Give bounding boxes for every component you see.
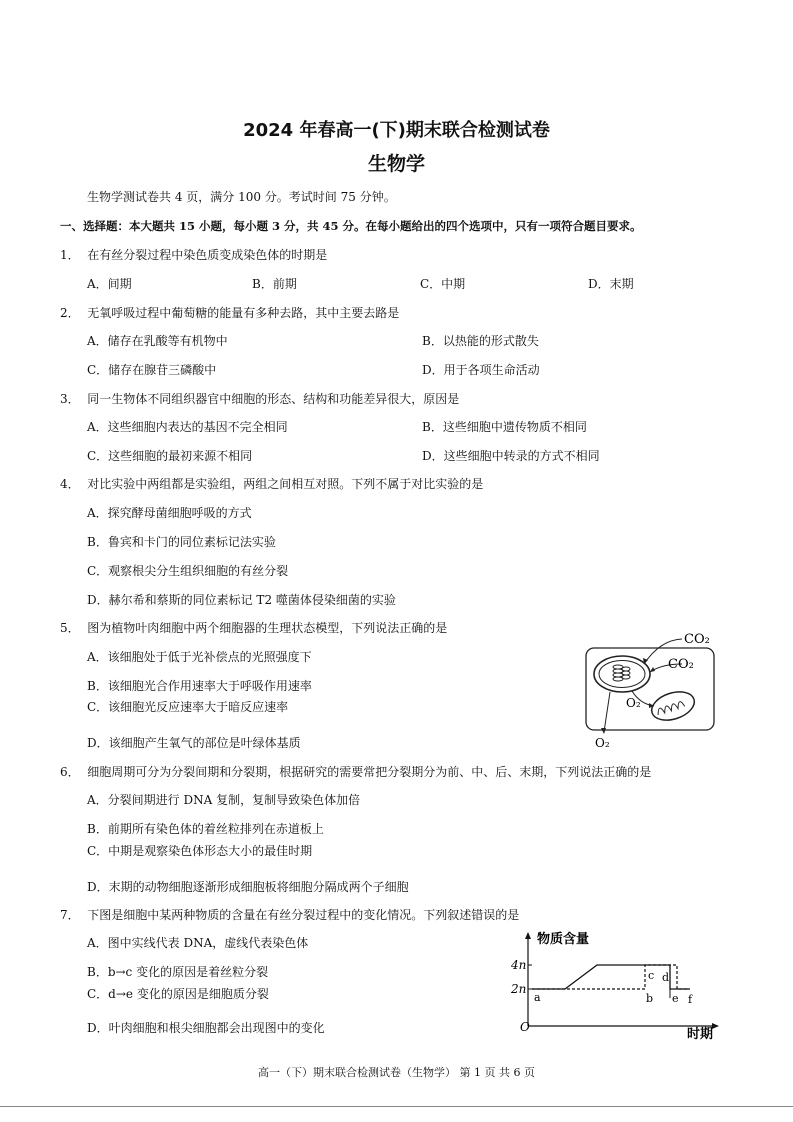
y-axis-arrow — [525, 932, 531, 939]
q4-option-d: D．赫尔希和蔡斯的同位素标记 T2 噬菌体侵染细菌的实验 — [87, 593, 396, 607]
point-c: c — [648, 969, 655, 982]
page-footer: 高一（下）期末联合检测试卷（生物学） 第 1 页 共 6 页 — [258, 1066, 535, 1079]
point-d: d — [662, 971, 670, 984]
q5-option-b: B．该细胞光合作用速率大于呼吸作用速率 — [87, 679, 312, 693]
q2-option-b: B．以热能的形式散失 — [422, 334, 539, 348]
arrow-head — [650, 667, 655, 672]
point-a: a — [534, 991, 541, 1004]
point-b: b — [646, 992, 654, 1005]
q1-option-d: D．末期 — [588, 277, 634, 291]
o2-in-label: O₂ — [626, 696, 641, 710]
question-3 — [60, 392, 459, 406]
question-number: 2． — [60, 306, 80, 320]
question-5 — [60, 621, 447, 635]
question-stem: 下图是细胞中某两种物质的含量在有丝分裂过程中的变化情况。下列叙述错误的是 — [87, 908, 520, 922]
q3-option-a: A．这些细胞内表达的基因不完全相同 — [87, 420, 288, 434]
y-axis-label: 物质含量 — [537, 932, 590, 947]
q5-option-d: D．该细胞产生氧气的部位是叶绿体基质 — [87, 736, 301, 750]
q3-option-c: C．这些细胞的最初来源不相同 — [87, 449, 253, 463]
question-6 — [60, 765, 651, 779]
q4-option-b: B．鲁宾和卡门的同位素标记法实验 — [87, 535, 276, 549]
question-number: 1． — [60, 248, 80, 262]
question-stem: 对比实验中两组都是实验组，两组之间相互对照。下列不属于对比实验的是 — [87, 477, 484, 491]
mitochondrion-icon — [648, 687, 698, 725]
q3-option-d: D．这些细胞中转录的方式不相同 — [422, 449, 600, 463]
q7-option-d: D．叶肉细胞和根尖细胞都会出现图中的变化 — [87, 1021, 325, 1035]
q4-option-c: C．观察根尖分生组织细胞的有丝分裂 — [87, 564, 289, 578]
point-f: f — [688, 993, 693, 1006]
chloroplast-icon — [594, 656, 650, 692]
question-number: 4． — [60, 477, 80, 491]
q6-option-a: A．分裂间期进行 DNA 复制，复制导致染色体加倍 — [87, 793, 361, 807]
q2-option-a: A．储存在乳酸等有机物中 — [87, 334, 228, 348]
question-stem: 同一生物体不同组织器官中细胞的形态、结构和功能差异很大，原因是 — [87, 392, 460, 406]
question-7 — [60, 908, 519, 922]
exam-intro: 生物学测试卷共 4 页，满分 100 分。考试时间 75 分钟。 — [87, 190, 396, 204]
q7-option-b: B．b→c 变化的原因是着丝粒分裂 — [87, 965, 269, 979]
y-tick-4n: 4n — [511, 958, 527, 972]
question-number: 6． — [60, 765, 80, 779]
question-stem: 细胞周期可分为分裂间期和分裂期，根据研究的需要常把分裂期分为前、中、后、末期，下列说法正确的是 — [87, 765, 652, 779]
question-1 — [60, 248, 327, 262]
subject-title: 生物学 — [367, 153, 425, 175]
q1-option-c: C．中期 — [420, 277, 466, 291]
question-number: 5． — [60, 621, 80, 635]
mitosis-content-graph — [505, 924, 725, 1040]
question-2 — [60, 306, 399, 320]
origin-label: O — [520, 1020, 530, 1034]
question-stem: 在有丝分裂过程中染色质变成染色体的时期是 — [87, 248, 328, 262]
q3-option-b: B．这些细胞中遗传物质不相同 — [422, 420, 587, 434]
question-number: 3． — [60, 392, 80, 406]
question-number: 7． — [60, 908, 80, 922]
y-tick-2n: 2n — [511, 982, 527, 996]
question-stem: 图为植物叶肉细胞中两个细胞器的生理状态模型，下列说法正确的是 — [87, 621, 448, 635]
q1-option-b: B．前期 — [252, 277, 297, 291]
q2-option-c: C．储存在腺苷三磷酸中 — [87, 363, 217, 377]
co2-out-label: CO₂ — [684, 632, 710, 647]
point-e: e — [672, 992, 679, 1005]
bottom-rule — [0, 1106, 793, 1107]
o2-out-label: O₂ — [595, 736, 610, 750]
question-stem: 无氧呼吸过程中葡萄糖的能量有多种去路，其中主要去路是 — [87, 306, 400, 320]
q1-option-a: A．间期 — [87, 277, 132, 291]
q6-option-c: C．中期是观察染色体形态大小的最佳时期 — [87, 844, 313, 858]
q6-option-b: B．前期所有染色体的着丝粒排列在赤道板上 — [87, 822, 324, 836]
q4-option-a: A．探究酵母菌细胞呼吸的方式 — [87, 506, 252, 520]
section-heading: 一、选择题：本大题共 15 小题，每小题 3 分，共 45 分。在每小题给出的四个选项中，只有一项符合题目要求。 — [60, 219, 642, 233]
q2-option-d: D．用于各项生命活动 — [422, 363, 540, 377]
organelle-diagram — [580, 628, 720, 752]
q7-option-a: A．图中实线代表 DNA，虚线代表染色体 — [87, 936, 309, 950]
x-axis-label: 时期 — [687, 1027, 714, 1040]
arrow-head — [601, 728, 606, 734]
co2-in-label: CO₂ — [668, 657, 694, 672]
q6-option-d: D．末期的动物细胞逐渐形成细胞板将细胞分隔成两个子细胞 — [87, 880, 409, 894]
x-axis-arrow — [712, 1023, 719, 1029]
q5-option-a: A．该细胞处于低于光补偿点的光照强度下 — [87, 650, 312, 664]
q5-option-c: C．该细胞光反应速率大于暗反应速率 — [87, 700, 289, 714]
q7-option-c: C．d→e 变化的原因是细胞质分裂 — [87, 987, 269, 1001]
exam-title: 2024 年春高一(下)期末联合检测试卷 — [243, 120, 550, 141]
o2-out-arrow — [604, 692, 610, 732]
question-4 — [60, 477, 483, 491]
